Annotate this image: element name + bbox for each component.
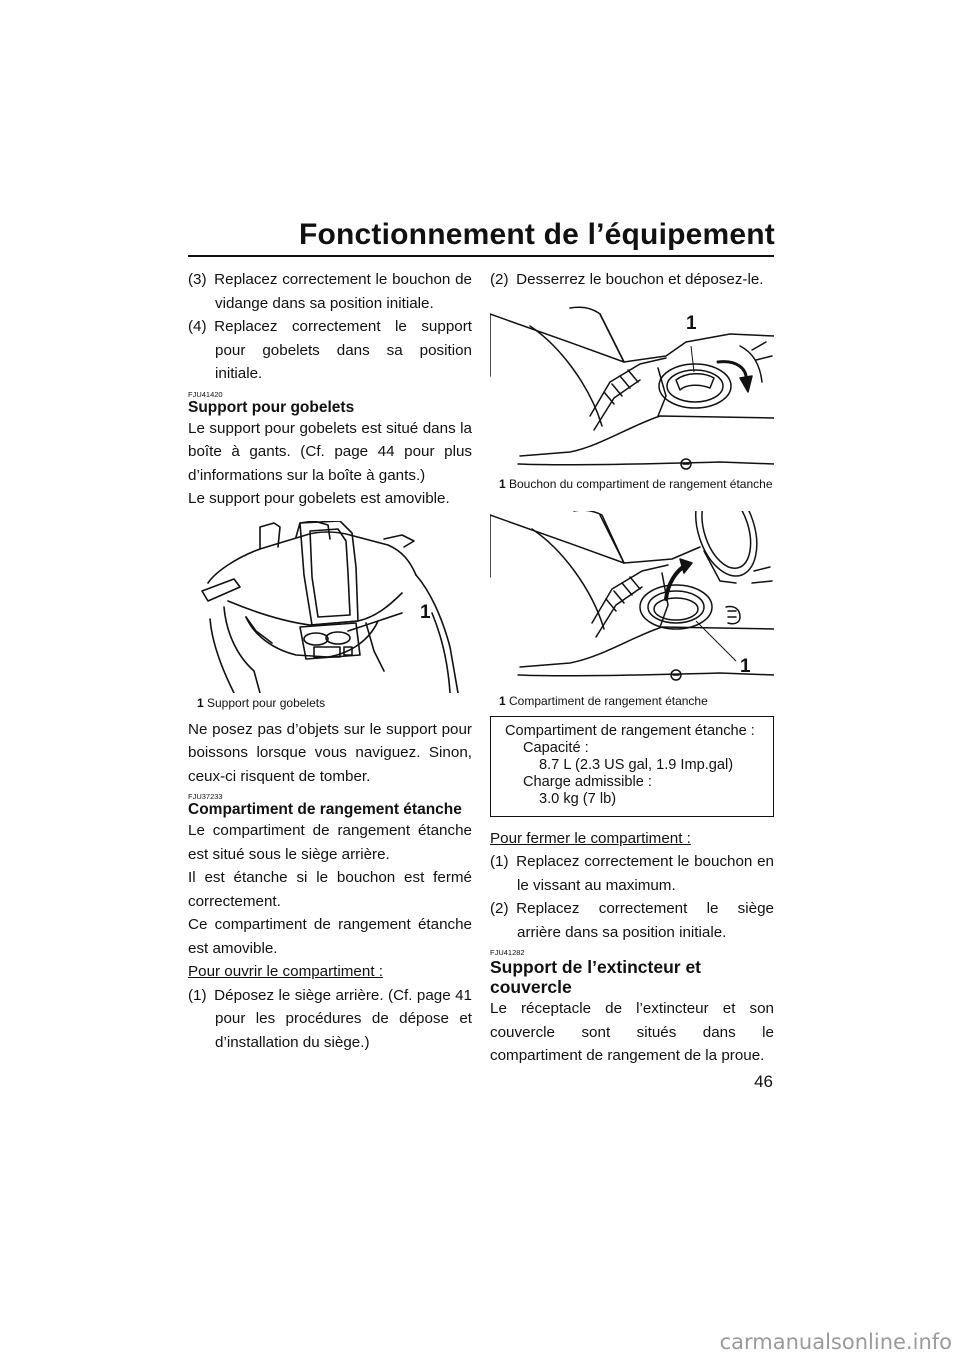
close-step-1: (1) Replacez correctement le bouchon en le vissant au maximum.	[490, 853, 774, 894]
step-4-cup-holder: (4) Replacez correctement le support pour gobelets dans sa position initiale.	[188, 318, 472, 382]
figure-callout-number: 1	[420, 601, 431, 623]
figure-callout-number: 1	[686, 312, 697, 334]
open-step-1: (1) Déposez le siège arrière. (Cf. page 41 pour les procédures de dépose et d’installation du siège.)	[188, 986, 472, 1051]
right-column	[490, 268, 774, 1068]
left-column	[188, 268, 472, 1054]
figure-caption	[499, 477, 774, 491]
caption-number: 1	[499, 693, 506, 708]
close-step-2: (2) Replacez correctement le siège arrière dans sa position initiale.	[490, 900, 774, 941]
figure-cup-holder	[188, 521, 472, 693]
figure-storage-cap	[490, 306, 774, 474]
open-procedure-label: Pour ouvrir le compartiment :	[188, 963, 383, 980]
page-number: 46	[754, 1072, 773, 1091]
figure-callout-number: 1	[740, 655, 751, 677]
open-step-2: (2) Desserrez le bouchon et déposez-le.	[490, 271, 764, 288]
section-heading-storage: Compartiment de rangement étanche	[188, 801, 462, 818]
spec-title: Compartiment de rangement étanche :	[505, 722, 755, 739]
paragraph: Il est étanche si le bouchon est fermé correctement.	[188, 869, 472, 910]
spec-box	[490, 716, 774, 817]
section-code: FJU41282	[490, 948, 525, 957]
title-rule	[188, 255, 774, 257]
caption-text: Compartiment de rangement étanche	[509, 693, 708, 708]
section-code: FJU37233	[188, 792, 223, 801]
caption-text: Support pour gobelets	[207, 695, 326, 710]
section-code: FJU41420	[188, 389, 223, 399]
caption-number: 1	[499, 476, 506, 491]
paragraph: Ce compartiment de rangement étanche est amovible.	[188, 916, 472, 957]
figure-caption	[197, 696, 472, 710]
paragraph: Le réceptacle de l’extincteur et son couvercle sont situés dans le compartiment de rangement de la proue.	[490, 1000, 774, 1064]
paragraph: Ne posez pas d’objets sur le support pour boissons lorsque vous naviguez. Sinon, ceux-ci risquent de tomber.	[188, 720, 472, 785]
figure-caption	[499, 694, 774, 708]
spec-capacity-value: 8.7 L (2.3 US gal, 1.9 Imp.gal)	[539, 756, 734, 773]
page-title: Fonctionnement de l’équipement	[298, 218, 775, 251]
paragraph: Le support pour gobelets est amovible.	[188, 490, 450, 507]
caption-text: Bouchon du compartiment de rangement étanche	[509, 476, 773, 491]
section-heading-extinguisher: Support de l’extincteur et couvercle	[490, 957, 701, 997]
section-heading-cup-holder: Support pour gobelets	[188, 398, 355, 416]
watermark: carmanualsonline.info	[719, 1330, 952, 1354]
paragraph: Le compartiment de rangement étanche est situé sous le siège arrière.	[188, 822, 472, 863]
figure-storage-compartment	[490, 511, 774, 691]
spec-capacity-label: Capacité :	[523, 739, 589, 756]
step-3-drain-plug: (3) Replacez correctement le bouchon de vidange dans sa position initiale.	[188, 271, 472, 312]
storage-compartment-illustration	[490, 511, 774, 691]
storage-cap-illustration	[490, 306, 774, 474]
caption-number: 1	[197, 695, 204, 710]
paragraph: Le support pour gobelets est situé dans la boîte à gants. (Cf. page 44 pour plus d’informations sur la boîte à gants.)	[188, 419, 472, 484]
close-procedure-label: Pour fermer le compartiment :	[490, 829, 691, 847]
spec-load-value: 3.0 kg (7 lb)	[539, 790, 617, 807]
spec-load-label: Charge admissible :	[523, 773, 652, 790]
